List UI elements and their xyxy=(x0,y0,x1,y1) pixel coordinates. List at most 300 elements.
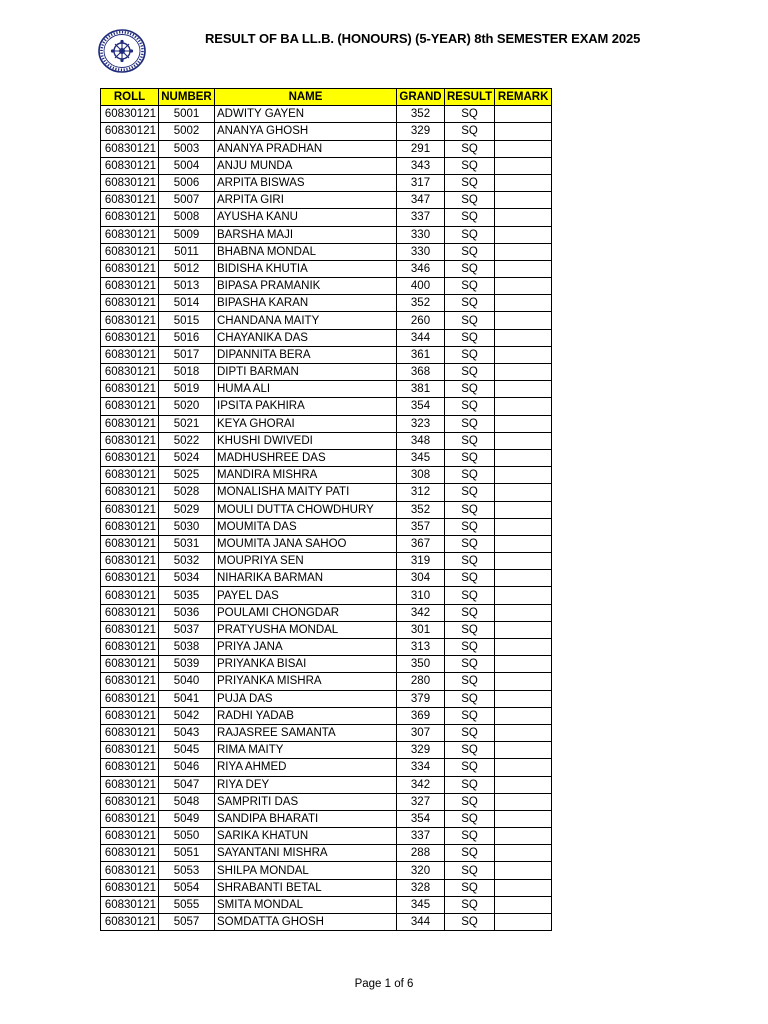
grand-cell: 319 xyxy=(397,553,445,570)
remark-cell xyxy=(495,346,552,363)
roll-cell: 60830121 xyxy=(101,604,159,621)
remark-cell xyxy=(495,123,552,140)
roll-cell: 60830121 xyxy=(101,484,159,501)
result-cell: SQ xyxy=(445,879,495,896)
name-cell: BHABNA MONDAL xyxy=(215,243,397,260)
result-cell: SQ xyxy=(445,587,495,604)
result-cell: SQ xyxy=(445,415,495,432)
roll-cell: 60830121 xyxy=(101,364,159,381)
roll-cell: 60830121 xyxy=(101,432,159,449)
grand-cell: 354 xyxy=(397,398,445,415)
grand-cell: 352 xyxy=(397,501,445,518)
number-cell: 5046 xyxy=(159,759,215,776)
remark-cell xyxy=(495,604,552,621)
number-cell: 5047 xyxy=(159,776,215,793)
remark-cell xyxy=(495,329,552,346)
table-row xyxy=(101,312,552,329)
remark-cell xyxy=(495,862,552,879)
grand-cell: 330 xyxy=(397,243,445,260)
result-cell: SQ xyxy=(445,776,495,793)
remark-cell xyxy=(495,209,552,226)
remark-cell xyxy=(495,742,552,759)
name-cell: DIPANNITA BERA xyxy=(215,346,397,363)
name-cell: MADHUSHREE DAS xyxy=(215,449,397,466)
grand-cell: 337 xyxy=(397,209,445,226)
remark-cell xyxy=(495,415,552,432)
remark-cell xyxy=(495,295,552,312)
number-cell: 5038 xyxy=(159,639,215,656)
roll-cell: 60830121 xyxy=(101,879,159,896)
table-row xyxy=(101,845,552,862)
grand-cell: 317 xyxy=(397,174,445,191)
result-cell: SQ xyxy=(445,896,495,913)
name-cell: SAMPRITI DAS xyxy=(215,793,397,810)
table-row xyxy=(101,828,552,845)
number-cell: 5001 xyxy=(159,106,215,123)
grand-cell: 342 xyxy=(397,604,445,621)
grand-cell: 312 xyxy=(397,484,445,501)
name-cell: HUMA ALI xyxy=(215,381,397,398)
roll-cell: 60830121 xyxy=(101,673,159,690)
result-cell: SQ xyxy=(445,518,495,535)
roll-cell: 60830121 xyxy=(101,896,159,913)
grand-cell: 310 xyxy=(397,587,445,604)
remark-cell xyxy=(495,673,552,690)
remark-cell xyxy=(495,828,552,845)
grand-cell: 368 xyxy=(397,364,445,381)
grand-cell: 308 xyxy=(397,467,445,484)
grand-cell: 280 xyxy=(397,673,445,690)
table-row xyxy=(101,467,552,484)
roll-cell: 60830121 xyxy=(101,501,159,518)
remark-cell xyxy=(495,535,552,552)
number-cell: 5025 xyxy=(159,467,215,484)
number-cell: 5037 xyxy=(159,621,215,638)
roll-cell: 60830121 xyxy=(101,656,159,673)
result-cell: SQ xyxy=(445,845,495,862)
roll-cell: 60830121 xyxy=(101,243,159,260)
grand-cell: 313 xyxy=(397,639,445,656)
remark-cell xyxy=(495,243,552,260)
number-cell: 5022 xyxy=(159,432,215,449)
remark-cell xyxy=(495,192,552,209)
number-cell: 5017 xyxy=(159,346,215,363)
number-cell: 5048 xyxy=(159,793,215,810)
table-row xyxy=(101,278,552,295)
remark-cell xyxy=(495,896,552,913)
table-row xyxy=(101,793,552,810)
number-cell: 5019 xyxy=(159,381,215,398)
roll-cell: 60830121 xyxy=(101,226,159,243)
result-cell: SQ xyxy=(445,398,495,415)
roll-cell: 60830121 xyxy=(101,759,159,776)
number-cell: 5057 xyxy=(159,914,215,931)
grand-cell: 344 xyxy=(397,329,445,346)
grand-cell: 347 xyxy=(397,192,445,209)
remark-cell xyxy=(495,381,552,398)
remark-cell xyxy=(495,174,552,191)
name-cell: BARSHA MAJI xyxy=(215,226,397,243)
table-row xyxy=(101,604,552,621)
remark-cell xyxy=(495,724,552,741)
result-cell: SQ xyxy=(445,243,495,260)
result-cell: SQ xyxy=(445,570,495,587)
table-row xyxy=(101,570,552,587)
table-row xyxy=(101,329,552,346)
table-row xyxy=(101,106,552,123)
name-cell: SOMDATTA GHOSH xyxy=(215,914,397,931)
table-row xyxy=(101,621,552,638)
name-cell: PRATYUSHA MONDAL xyxy=(215,621,397,638)
name-cell: BIPASHA KARAN xyxy=(215,295,397,312)
table-row xyxy=(101,192,552,209)
remark-cell xyxy=(495,707,552,724)
name-cell: KEYA GHORAI xyxy=(215,415,397,432)
result-cell: SQ xyxy=(445,364,495,381)
result-cell: SQ xyxy=(445,862,495,879)
name-cell: ANANYA PRADHAN xyxy=(215,140,397,157)
roll-cell: 60830121 xyxy=(101,862,159,879)
number-cell: 5011 xyxy=(159,243,215,260)
number-cell: 5021 xyxy=(159,415,215,432)
grand-cell: 369 xyxy=(397,707,445,724)
number-cell: 5055 xyxy=(159,896,215,913)
result-cell: SQ xyxy=(445,140,495,157)
number-cell: 5003 xyxy=(159,140,215,157)
roll-cell: 60830121 xyxy=(101,123,159,140)
number-cell: 5041 xyxy=(159,690,215,707)
grand-cell: 357 xyxy=(397,518,445,535)
name-cell: SARIKA KHATUN xyxy=(215,828,397,845)
roll-cell: 60830121 xyxy=(101,467,159,484)
number-cell: 5013 xyxy=(159,278,215,295)
name-cell: NIHARIKA BARMAN xyxy=(215,570,397,587)
remark-cell xyxy=(495,312,552,329)
name-cell: BIPASA PRAMANIK xyxy=(215,278,397,295)
roll-cell: 60830121 xyxy=(101,810,159,827)
table-row xyxy=(101,587,552,604)
number-cell: 5050 xyxy=(159,828,215,845)
table-row xyxy=(101,914,552,931)
table-row xyxy=(101,398,552,415)
table-row xyxy=(101,123,552,140)
number-cell: 5012 xyxy=(159,260,215,277)
table-row xyxy=(101,639,552,656)
number-cell: 5016 xyxy=(159,329,215,346)
table-row xyxy=(101,724,552,741)
roll-cell: 60830121 xyxy=(101,106,159,123)
table-row xyxy=(101,174,552,191)
result-cell: SQ xyxy=(445,346,495,363)
grand-cell: 345 xyxy=(397,896,445,913)
result-cell: SQ xyxy=(445,639,495,656)
remark-cell xyxy=(495,260,552,277)
name-cell: MOULI DUTTA CHOWDHURY xyxy=(215,501,397,518)
number-cell: 5015 xyxy=(159,312,215,329)
name-cell: AYUSHA KANU xyxy=(215,209,397,226)
table-row xyxy=(101,157,552,174)
result-cell: SQ xyxy=(445,295,495,312)
header-grand: GRAND xyxy=(397,89,445,106)
result-cell: SQ xyxy=(445,260,495,277)
grand-cell: 329 xyxy=(397,123,445,140)
result-cell: SQ xyxy=(445,432,495,449)
roll-cell: 60830121 xyxy=(101,914,159,931)
remark-cell xyxy=(495,140,552,157)
table-header-row xyxy=(101,89,552,106)
number-cell: 5053 xyxy=(159,862,215,879)
table-row xyxy=(101,776,552,793)
number-cell: 5031 xyxy=(159,535,215,552)
table-row xyxy=(101,501,552,518)
result-cell: SQ xyxy=(445,209,495,226)
result-cell: SQ xyxy=(445,484,495,501)
table-row xyxy=(101,432,552,449)
grand-cell: 330 xyxy=(397,226,445,243)
roll-cell: 60830121 xyxy=(101,845,159,862)
table-row xyxy=(101,862,552,879)
roll-cell: 60830121 xyxy=(101,295,159,312)
remark-cell xyxy=(495,845,552,862)
number-cell: 5054 xyxy=(159,879,215,896)
grand-cell: 379 xyxy=(397,690,445,707)
grand-cell: 320 xyxy=(397,862,445,879)
number-cell: 5036 xyxy=(159,604,215,621)
name-cell: CHAYANIKA DAS xyxy=(215,329,397,346)
remark-cell xyxy=(495,518,552,535)
result-cell: SQ xyxy=(445,467,495,484)
name-cell: POULAMI CHONGDAR xyxy=(215,604,397,621)
result-cell: SQ xyxy=(445,449,495,466)
remark-cell xyxy=(495,793,552,810)
table-row xyxy=(101,415,552,432)
result-cell: SQ xyxy=(445,192,495,209)
roll-cell: 60830121 xyxy=(101,192,159,209)
grand-cell: 352 xyxy=(397,106,445,123)
roll-cell: 60830121 xyxy=(101,449,159,466)
grand-cell: 328 xyxy=(397,879,445,896)
number-cell: 5042 xyxy=(159,707,215,724)
roll-cell: 60830121 xyxy=(101,828,159,845)
result-cell: SQ xyxy=(445,724,495,741)
remark-cell xyxy=(495,656,552,673)
remark-cell xyxy=(495,278,552,295)
name-cell: PRIYA JANA xyxy=(215,639,397,656)
table-row xyxy=(101,449,552,466)
grand-cell: 260 xyxy=(397,312,445,329)
table-row xyxy=(101,896,552,913)
remark-cell xyxy=(495,157,552,174)
number-cell: 5004 xyxy=(159,157,215,174)
header-result: RESULT xyxy=(445,89,495,106)
result-cell: SQ xyxy=(445,123,495,140)
result-cell: SQ xyxy=(445,828,495,845)
number-cell: 5049 xyxy=(159,810,215,827)
name-cell: RAJASREE SAMANTA xyxy=(215,724,397,741)
number-cell: 5014 xyxy=(159,295,215,312)
number-cell: 5051 xyxy=(159,845,215,862)
grand-cell: 367 xyxy=(397,535,445,552)
remark-cell xyxy=(495,914,552,931)
roll-cell: 60830121 xyxy=(101,742,159,759)
result-table xyxy=(100,88,552,931)
name-cell: CHANDANA MAITY xyxy=(215,312,397,329)
table-row xyxy=(101,535,552,552)
roll-cell: 60830121 xyxy=(101,518,159,535)
remark-cell xyxy=(495,364,552,381)
grand-cell: 348 xyxy=(397,432,445,449)
result-cell: SQ xyxy=(445,535,495,552)
roll-cell: 60830121 xyxy=(101,398,159,415)
table-row xyxy=(101,381,552,398)
university-seal-icon xyxy=(97,28,147,74)
grand-cell: 354 xyxy=(397,810,445,827)
name-cell: RADHI YADAB xyxy=(215,707,397,724)
name-cell: ARPITA BISWAS xyxy=(215,174,397,191)
roll-cell: 60830121 xyxy=(101,639,159,656)
remark-cell xyxy=(495,639,552,656)
remark-cell xyxy=(495,810,552,827)
table-row xyxy=(101,742,552,759)
result-cell: SQ xyxy=(445,604,495,621)
name-cell: SHILPA MONDAL xyxy=(215,862,397,879)
name-cell: ARPITA GIRI xyxy=(215,192,397,209)
remark-cell xyxy=(495,501,552,518)
header-number: NUMBER xyxy=(159,89,215,106)
result-cell: SQ xyxy=(445,673,495,690)
name-cell: RIMA MAITY xyxy=(215,742,397,759)
grand-cell: 334 xyxy=(397,759,445,776)
result-cell: SQ xyxy=(445,656,495,673)
number-cell: 5045 xyxy=(159,742,215,759)
name-cell: PRIYANKA MISHRA xyxy=(215,673,397,690)
number-cell: 5040 xyxy=(159,673,215,690)
grand-cell: 288 xyxy=(397,845,445,862)
table-row xyxy=(101,673,552,690)
grand-cell: 343 xyxy=(397,157,445,174)
table-row xyxy=(101,656,552,673)
result-cell: SQ xyxy=(445,810,495,827)
name-cell: MOUMITA JANA SAHOO xyxy=(215,535,397,552)
roll-cell: 60830121 xyxy=(101,278,159,295)
grand-cell: 352 xyxy=(397,295,445,312)
name-cell: MANDIRA MISHRA xyxy=(215,467,397,484)
remark-cell xyxy=(495,449,552,466)
number-cell: 5043 xyxy=(159,724,215,741)
result-cell: SQ xyxy=(445,106,495,123)
name-cell: SAYANTANI MISHRA xyxy=(215,845,397,862)
roll-cell: 60830121 xyxy=(101,381,159,398)
name-cell: RIYA AHMED xyxy=(215,759,397,776)
page-title: RESULT OF BA LL.B. (HONOURS) (5-YEAR) 8th SEMESTER EXAM 2025 xyxy=(205,31,641,46)
table-row xyxy=(101,707,552,724)
name-cell: SMITA MONDAL xyxy=(215,896,397,913)
roll-cell: 60830121 xyxy=(101,260,159,277)
roll-cell: 60830121 xyxy=(101,209,159,226)
name-cell: PAYEL DAS xyxy=(215,587,397,604)
table-row xyxy=(101,690,552,707)
grand-cell: 344 xyxy=(397,914,445,931)
grand-cell: 361 xyxy=(397,346,445,363)
grand-cell: 327 xyxy=(397,793,445,810)
result-cell: SQ xyxy=(445,793,495,810)
name-cell: RIYA DEY xyxy=(215,776,397,793)
roll-cell: 60830121 xyxy=(101,329,159,346)
number-cell: 5039 xyxy=(159,656,215,673)
grand-cell: 346 xyxy=(397,260,445,277)
table-row xyxy=(101,140,552,157)
table-row xyxy=(101,879,552,896)
roll-cell: 60830121 xyxy=(101,157,159,174)
number-cell: 5008 xyxy=(159,209,215,226)
remark-cell xyxy=(495,467,552,484)
grand-cell: 350 xyxy=(397,656,445,673)
roll-cell: 60830121 xyxy=(101,621,159,638)
number-cell: 5020 xyxy=(159,398,215,415)
remark-cell xyxy=(495,432,552,449)
table-row xyxy=(101,364,552,381)
result-cell: SQ xyxy=(445,690,495,707)
number-cell: 5028 xyxy=(159,484,215,501)
roll-cell: 60830121 xyxy=(101,587,159,604)
roll-cell: 60830121 xyxy=(101,690,159,707)
result-cell: SQ xyxy=(445,759,495,776)
number-cell: 5006 xyxy=(159,174,215,191)
grand-cell: 400 xyxy=(397,278,445,295)
number-cell: 5034 xyxy=(159,570,215,587)
remark-cell xyxy=(495,879,552,896)
result-cell: SQ xyxy=(445,329,495,346)
grand-cell: 291 xyxy=(397,140,445,157)
table-row xyxy=(101,260,552,277)
result-table-body xyxy=(101,106,552,931)
result-cell: SQ xyxy=(445,553,495,570)
grand-cell: 304 xyxy=(397,570,445,587)
remark-cell xyxy=(495,690,552,707)
university-logo xyxy=(97,28,147,74)
table-row xyxy=(101,810,552,827)
remark-cell xyxy=(495,106,552,123)
header-remark: REMARK xyxy=(495,89,552,106)
roll-cell: 60830121 xyxy=(101,174,159,191)
header-name: NAME xyxy=(215,89,397,106)
number-cell: 5035 xyxy=(159,587,215,604)
name-cell: IPSITA PAKHIRA xyxy=(215,398,397,415)
result-cell: SQ xyxy=(445,226,495,243)
roll-cell: 60830121 xyxy=(101,312,159,329)
roll-cell: 60830121 xyxy=(101,415,159,432)
name-cell: MOUPRIYA SEN xyxy=(215,553,397,570)
table-row xyxy=(101,553,552,570)
roll-cell: 60830121 xyxy=(101,707,159,724)
name-cell: MONALISHA MAITY PATI xyxy=(215,484,397,501)
result-cell: SQ xyxy=(445,501,495,518)
number-cell: 5009 xyxy=(159,226,215,243)
name-cell: KHUSHI DWIVEDI xyxy=(215,432,397,449)
table-row xyxy=(101,295,552,312)
name-cell: PRIYANKA BISAI xyxy=(215,656,397,673)
result-cell: SQ xyxy=(445,174,495,191)
name-cell: BIDISHA KHUTIA xyxy=(215,260,397,277)
page-footer: Page 1 of 6 xyxy=(354,978,414,990)
table-row xyxy=(101,484,552,501)
remark-cell xyxy=(495,553,552,570)
remark-cell xyxy=(495,587,552,604)
name-cell: PUJA DAS xyxy=(215,690,397,707)
remark-cell xyxy=(495,398,552,415)
grand-cell: 329 xyxy=(397,742,445,759)
number-cell: 5024 xyxy=(159,449,215,466)
